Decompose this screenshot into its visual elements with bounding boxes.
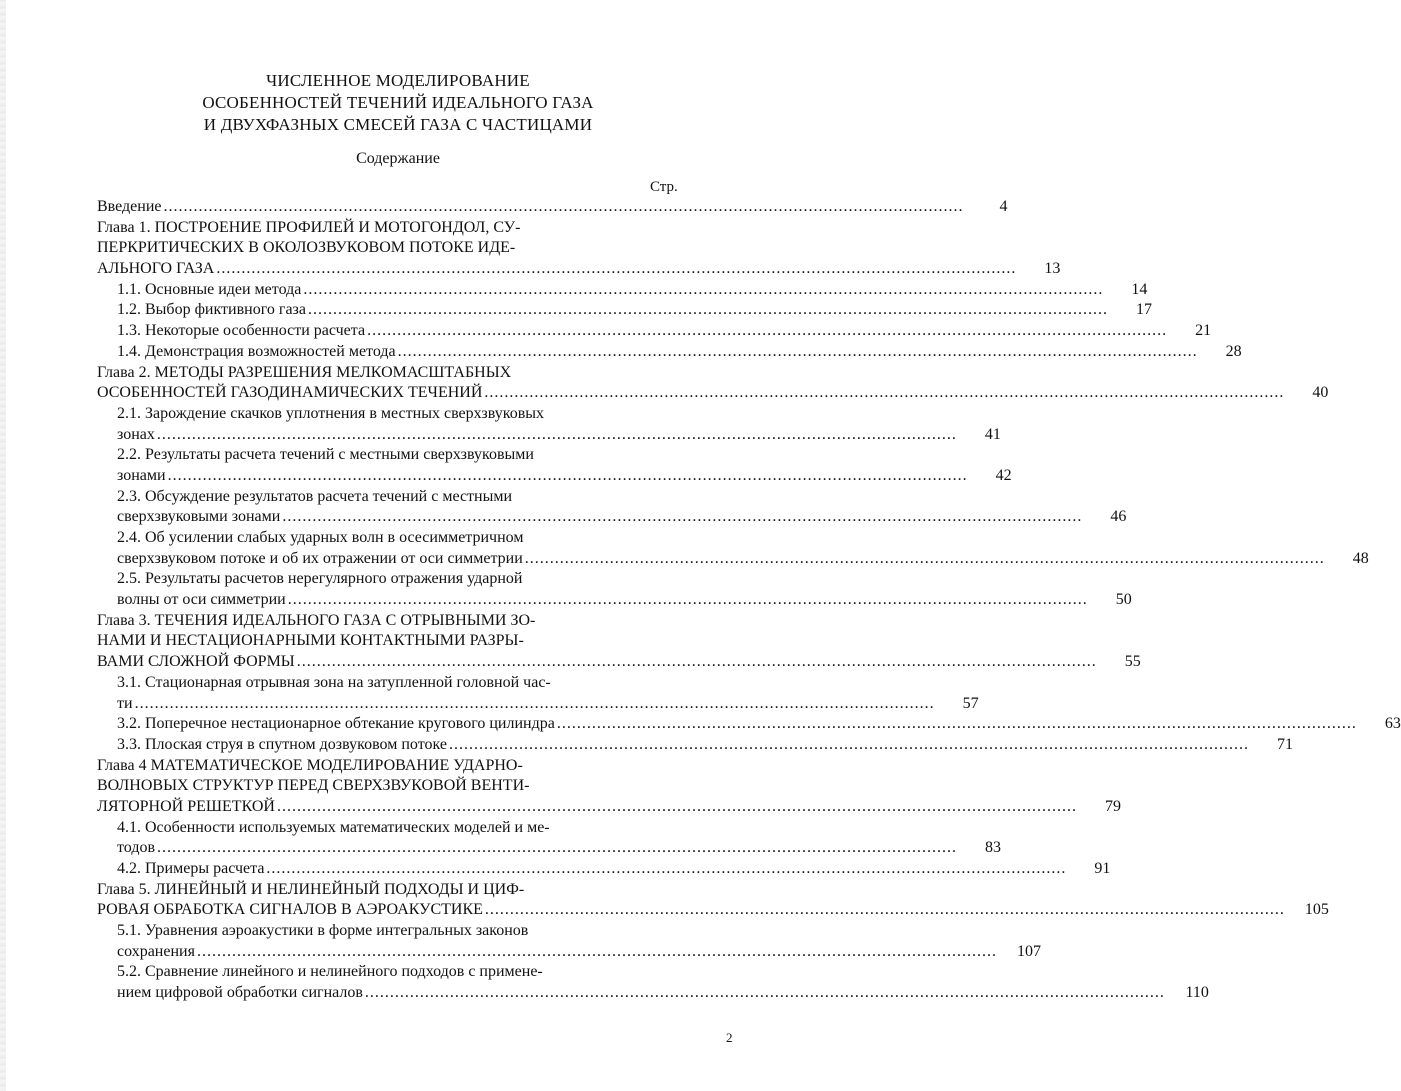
toc-entry-line [97,611,682,632]
toc-entry-line-last [97,838,1002,859]
toc-entry-line-last [97,300,1152,321]
contents-heading: Содержание [356,150,440,167]
toc-entry-text: ти [117,694,133,712]
toc-entry-page: 71 [1276,735,1293,753]
toc-entry-text: зонами [117,466,166,484]
toc-entry-text: 5.1. Уравнения аэроакустики в форме интегральных законов [117,922,529,940]
toc-entry-text: 3.1. Стационарная отрывная зона на затупленной головной час- [117,673,551,691]
toc-entry [97,300,1152,321]
toc-entry-page: 63 [1384,715,1401,733]
toc-entry [97,921,1041,962]
toc-entry-page: 50 [1115,591,1132,609]
toc-entry-line-last [97,735,1293,756]
toc-entry-line [97,921,682,942]
toc-leader-dots: ................................................................................................................................................................ [216,260,1017,278]
toc-entry [97,880,1329,921]
toc-entry [97,859,1111,880]
toc-entry-text: НАМИ И НЕСТАЦИОНАРНЫМИ КОНТАКТНЫМИ РАЗРЫ- [97,632,524,650]
toc-entry-text: АЛЬНОГО ГАЗА [97,260,215,278]
toc-entry-page: 42 [995,466,1012,484]
toc-entry-line-last [97,694,979,715]
toc-entry-line [97,631,682,652]
toc-entry [97,714,1401,735]
toc-leader-dots: ................................................................................................................................................................ [484,384,1285,402]
toc-entry-line [97,673,682,694]
toc-entry-text: волны от оси симметрии [117,591,286,609]
toc-leader-dots: ................................................................................................................................................................ [364,984,1165,1002]
toc-leader-dots: ................................................................................................................................................................ [167,466,968,484]
toc-entry [97,280,1148,301]
toc-entry-text: 2.5. Результаты расчетов нерегулярного отражения ударной [117,570,523,588]
toc-entry-text: Глава 5. ЛИНЕЙНЫЙ И НЕЛИНЕЙНЫЙ ПОДХОДЫ И ЦИФ- [97,880,525,898]
toc-entry-text: 1.3. Некоторые особенности расчета [117,322,366,340]
title-line-2: ОСОБЕННОСТЕЙ ТЕЧЕНИЙ ИДЕАЛЬНОГО ГАЗА [202,93,594,112]
toc-leader-dots: ................................................................................................................................................................ [134,694,935,712]
toc-entry-line [97,445,682,466]
toc-entry-line-last [97,197,1008,218]
toc-entry-text: РОВАЯ ОБРАБОТКА СИГНАЛОВ В АЭРОАКУСТИКЕ [97,901,483,919]
toc-entry-line [97,756,682,777]
toc-entry-page: 91 [1094,860,1111,877]
toc-entry [97,735,1293,756]
toc-entry [97,569,1132,610]
toc-leader-dots: ................................................................................................................................................................ [524,549,1325,567]
toc-entry-line-last [97,942,1041,963]
toc-entry-line [97,776,682,797]
toc-entry-text: Глава 2. МЕТОДЫ РАЗРЕШЕНИЯ МЕЛКОМАСШТАБНЫХ [97,363,512,381]
title-line-3: И ДВУХФАЗНЫХ СМЕСЕЙ ГАЗА С ЧАСТИЦАМИ [203,115,593,134]
toc-leader-dots: ................................................................................................................................................................ [448,735,1249,753]
toc-entry-text: тодов [117,839,156,857]
toc-leader-dots: ................................................................................................................................................................ [484,901,1285,919]
toc-leader-dots: ................................................................................................................................................................ [163,198,964,215]
toc-entry-line-last [97,425,1001,446]
toc-entry-line-last [97,590,1132,611]
toc-entry-line [97,404,682,425]
toc-entry-text: ПЕРКРИТИЧЕСКИХ В ОКОЛОЗВУКОВОМ ПОТОКЕ ИДЕ- [97,239,516,257]
toc-entry-text: 1.2. Выбор фиктивного газа [117,301,306,319]
toc-leader-dots: ................................................................................................................................................................ [397,342,1198,360]
toc-entry-text: 3.3. Плоская струя в спутном дозвуковом потоке [117,735,447,753]
toc-entry [97,487,1127,528]
toc-leader-dots: ................................................................................................................................................................ [157,839,958,857]
toc-entry-text: Введение [97,198,162,215]
toc-entry-text: 2.2. Результаты расчета течений с местными сверхзвуковыми [117,446,534,464]
toc-entry-line-last [97,549,1369,570]
toc-entry [97,363,1329,404]
toc-entry-line [97,363,682,384]
toc-leader-dots: ................................................................................................................................................................ [276,797,1077,815]
toc-entry-page: 41 [984,425,1001,443]
toc-entry-line-last [97,466,1012,487]
toc-entry-text: 1.1. Основные идеи метода [117,280,302,298]
toc-entry-line-last [97,900,1329,921]
toc-entry [97,611,1141,673]
toc-entry [97,218,1061,280]
toc-entry-page: 40 [1312,384,1329,402]
toc-entry-line-last [97,859,1111,880]
title-line-1: ЧИСЛЕННОЕ МОДЕЛИРОВАНИЕ [266,71,530,90]
toc-entry-text: ОСОБЕННОСТЕЙ ГАЗОДИНАМИЧЕСКИХ ТЕЧЕНИЙ [97,384,483,402]
page-column-label: Стр. [650,179,678,195]
toc-entry-line-last [97,714,1401,735]
toc-entry-page: 21 [1195,322,1212,340]
toc-entry [97,528,1369,569]
toc-entry [97,962,1209,1003]
toc-entry-line [97,238,682,259]
toc-leader-dots: ................................................................................................................................................................ [287,591,1088,609]
toc-entry-line [97,818,682,839]
toc-leader-dots: ................................................................................................................................................................ [196,942,997,960]
toc-entry-text: зонах [117,425,155,443]
toc-entry-text: 1.4. Демонстрация возможностей метода [117,342,396,360]
toc-entry-page: 55 [1124,653,1141,671]
toc-entry-text: 5.2. Сравнение линейного и нелинейного подходов с примене- [117,963,543,981]
toc-entry [97,756,1121,818]
toc-entry-line [97,962,682,983]
toc-entry-text: сверхзвуковом потоке и об их отражении от оси симметрии [117,549,523,567]
toc-entry-page: 17 [1135,301,1152,319]
toc-entry-page: 28 [1225,342,1242,360]
toc-leader-dots: ................................................................................................................................................................ [367,322,1168,340]
toc-entry-page: 57 [962,694,979,712]
toc-entry [97,404,1001,445]
table-of-contents [97,197,1401,1004]
toc-entry-page: 79 [1104,797,1121,815]
toc-entry-line [97,528,682,549]
toc-entry-line-last [97,383,1329,404]
toc-entry-text: сохранения [117,942,195,960]
toc-leader-dots: ................................................................................................................................................................ [556,715,1357,733]
toc-entry-text: 4.2. Примеры расчета [117,860,265,877]
toc-leader-dots: ................................................................................................................................................................ [282,508,1083,526]
toc-leader-dots: ................................................................................................................................................................ [296,653,1097,671]
toc-entry-page: 46 [1110,508,1127,526]
toc-entry-page: 83 [985,839,1002,857]
toc-entry-text: сверхзвуковыми зонами [117,508,281,526]
toc-entry [97,673,979,714]
toc-entry-line [97,218,682,239]
toc-entry-line-last [97,983,1209,1004]
toc-entry-line-last [97,321,1212,342]
toc-entry-line-last [97,652,1141,673]
toc-leader-dots: ................................................................................................................................................................ [303,280,1104,298]
toc-entry [97,342,1242,363]
toc-entry-page: 48 [1352,549,1369,567]
toc-entry-line-last [97,342,1242,363]
toc-entry-text: Глава 4 МАТЕМАТИЧЕСКОЕ МОДЕЛИРОВАНИЕ УДАРНО- [97,756,523,774]
toc-entry-text: ВОЛНОВЫХ СТРУКТУР ПЕРЕД СВЕРХЗВУКОВОЙ ВЕНТИ- [97,777,530,795]
toc-entry-text: нием цифровой обработки сигналов [117,984,363,1002]
toc-entry-text: 3.2. Поперечное нестационарное обтекание кругового цилиндра [117,715,555,733]
toc-entry-line [97,880,682,901]
toc-entry-page: 110 [1185,984,1209,1002]
toc-entry-text: 2.3. Обсуждение результатов расчета течений с местными [117,487,513,505]
toc-entry-line-last [97,280,1148,301]
toc-entry [97,818,1002,859]
toc-entry-text: Глава 3. ТЕЧЕНИЯ ИДЕАЛЬНОГО ГАЗА С ОТРЫВНЫМИ ЗО- [97,611,536,629]
toc-entry-page: 105 [1304,901,1329,919]
toc-entry-text: 2.1. Зарождение скачков уплотнения в местных сверхзвуковых [117,404,545,422]
toc-leader-dots: ................................................................................................................................................................ [156,425,957,443]
toc-entry-page: 107 [1016,942,1041,960]
toc-entry-page: 13 [1044,260,1061,278]
toc-entry-text: ЛЯТОРНОЙ РЕШЕТКОЙ [97,797,275,815]
toc-entry-line [97,569,682,590]
toc-entry [97,445,1012,486]
toc-entry-text: 2.4. Об усилении слабых ударных волн в осесимметричном [117,529,524,546]
document-title [0,70,796,136]
toc-leader-dots: ................................................................................................................................................................ [266,860,1067,877]
toc-entry-text: ВАМИ СЛОЖНОЙ ФОРМЫ [97,653,295,671]
toc-entry-line-last [97,797,1121,818]
toc-entry-line-last [97,507,1127,528]
toc-entry [97,321,1212,342]
toc-leader-dots: ................................................................................................................................................................ [307,301,1108,319]
toc-entry-page: 14 [1131,280,1148,298]
toc-entry-page: 4 [999,198,1008,215]
toc-entry-text: 4.1. Особенности используемых математических моделей и ме- [117,818,550,836]
toc-entry-line-last [97,259,1061,280]
toc-entry [97,197,1008,218]
toc-entry-line [97,487,682,508]
page-number: 2 [726,1030,733,1045]
toc-entry-text: Глава 1. ПОСТРОЕНИЕ ПРОФИЛЕЙ И МОТОГОНДОЛ, СУ- [97,218,521,236]
